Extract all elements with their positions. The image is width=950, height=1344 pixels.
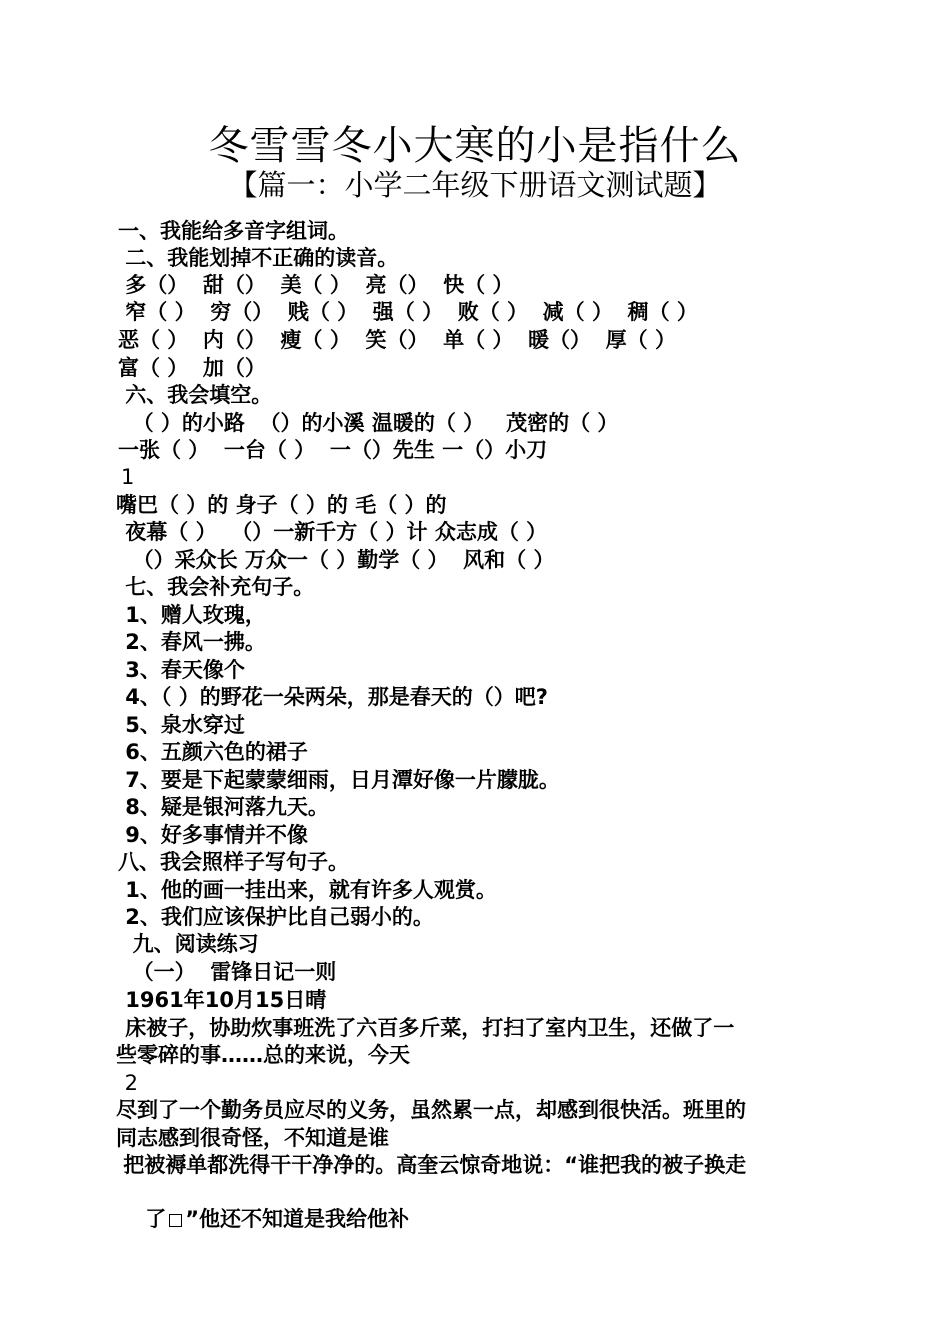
- sentence-item: 1、他的画一挂出来，就有许多人观赏。: [118, 878, 497, 902]
- section-heading: 一、我能给多音字组词。: [118, 219, 349, 243]
- exercise-line: 富（ ） 加（）: [118, 356, 266, 380]
- section-heading: 八、我会照样子写句子。: [118, 850, 349, 874]
- exercise-line: （ ）的小路 （）的小溪 温暖的（ ） 茂密的（ ）: [118, 411, 619, 435]
- sentence-item: 3、春天像个: [118, 658, 245, 682]
- exercise-line: 窄（ ） 穷（） 贱（ ） 强（ ） 败（ ） 减（ ） 稠（ ）: [118, 300, 698, 324]
- section-heading: 六、我会填空。: [118, 383, 273, 407]
- sentence-item: 4、（ ）的野花一朵两朵，那是春天的（）吧?: [118, 685, 548, 709]
- sentence-item: 1、赠人玫瑰，: [118, 603, 266, 627]
- sentence-item: 8、疑是银河落九天。: [118, 795, 329, 819]
- page-subtitle: 【篇一：小学二年级下册语文测试题】: [228, 168, 722, 202]
- paragraph-text: 了: [145, 1207, 167, 1231]
- diary-date: 1961年10月15日晴: [118, 988, 327, 1012]
- exercise-line: 夜幕（ ） （）一新千方（ ）计 众志成（ ）: [118, 520, 548, 544]
- exercise-line: 恶（ ） 内（） 瘦（ ） 笑（） 单（ ） 暖（） 厚（ ）: [118, 328, 676, 352]
- exercise-line: 一张（ ） 一台（ ） 一（）先生 一（）小刀: [118, 438, 548, 462]
- sentence-item: 2、我们应该保护比自己弱小的。: [118, 905, 434, 929]
- sentence-item: 6、五颜六色的裙子: [118, 740, 308, 764]
- page-number: 2: [118, 1071, 139, 1095]
- section-heading: 七、我会补充句子。: [118, 575, 315, 599]
- missing-glyph-box: [169, 1214, 182, 1227]
- reading-title: （一） 雷锋日记一则: [118, 960, 337, 984]
- page-number: 1: [121, 465, 135, 489]
- exercise-line: 多（） 甜（） 美（ ） 亮（） 快（ ）: [118, 273, 514, 297]
- paragraph-line: 些零碎的事……总的来说，今天: [116, 1043, 410, 1067]
- sentence-item: 7、要是下起蒙蒙细雨，日月潭好像一片朦胧。: [118, 768, 560, 792]
- sentence-item: 9、好多事情并不像: [118, 823, 308, 847]
- exercise-line: （）采众长 万众一（ ）勤学（ ） 风和（ ）: [118, 548, 555, 572]
- section-heading: 二、我能划掉不正确的读音。: [118, 246, 399, 270]
- paragraph-line: [116, 1180, 409, 1258]
- sentence-item: 5、泉水穿过: [118, 713, 245, 737]
- section-heading: 九、阅读练习: [118, 932, 259, 956]
- paragraph-text: ”他还不知道是我给他补: [185, 1207, 410, 1231]
- sentence-item: 2、春风一拂。: [118, 630, 266, 654]
- paragraph-line: 床被子，协助炊事班洗了六百多斤菜，打扫了室内卫生，还做了一: [118, 1016, 735, 1040]
- paragraph-line: 把被褥单都洗得干干净净的。高奎云惊奇地说：“谁把我的被子换走: [116, 1153, 747, 1177]
- exercise-line: 嘴巴（ ）的 身子（ ）的 毛（ ）的: [116, 493, 447, 517]
- page-title: 冬雪雪冬小大寒的小是指什么: [208, 123, 742, 169]
- paragraph-line: 同志感到很奇怪，不知道是谁: [116, 1126, 389, 1150]
- paragraph-line: 尽到了一个勤务员应尽的义务，虽然累一点，却感到很快活。班里的: [116, 1098, 746, 1122]
